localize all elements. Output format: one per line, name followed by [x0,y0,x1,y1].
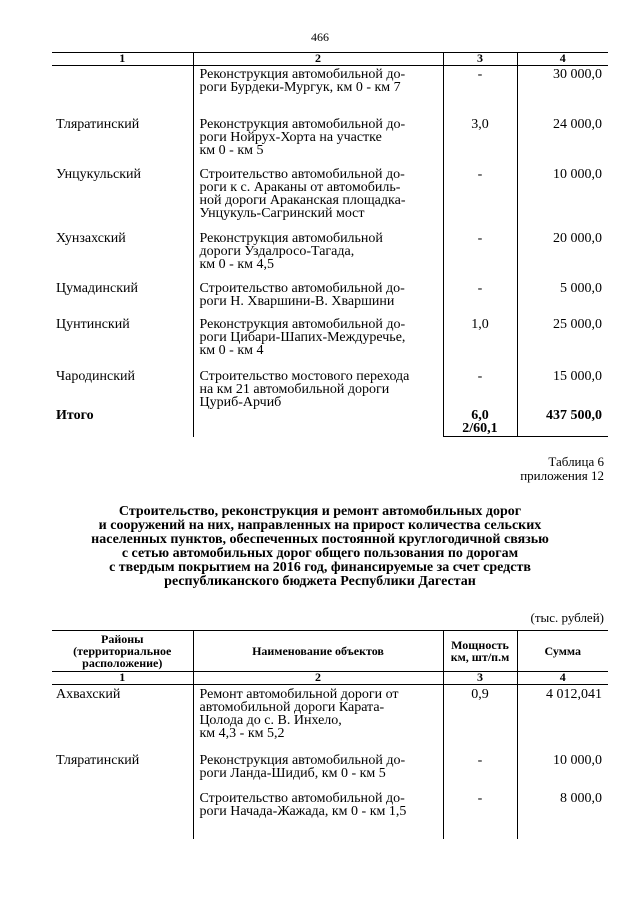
district-cell: Тляратинский [56,116,140,132]
capacity-cell: 3,0 [443,116,517,166]
table-row [52,230,608,280]
column-number: 1 [52,53,193,66]
object-cell: Строительство автомобильной до- роги Н. Хваршини-В. Хваршини [193,280,443,316]
capacity-cell: - [443,66,517,116]
roads-table-6 [52,630,608,839]
total-empty [193,409,443,437]
column-number: 3 [443,672,517,685]
sum-cell: 20 000,0 [517,230,608,280]
sum-cell: 4 012,041 [517,685,608,751]
table-row [52,685,608,751]
table-row [52,66,608,116]
column-number: 4 [517,672,608,685]
table-label: Таблица 6 приложения 12 [520,454,604,483]
total-label: Итого [56,407,94,423]
sum-cell: 8 000,0 [517,789,608,839]
district-cell: Ахвахский [56,687,121,702]
sum-cell: 5 000,0 [517,280,608,316]
district-cell: Чародинский [56,368,136,384]
sum-cell: 24 000,0 [517,116,608,166]
total-capacity: 6,0 2/60,1 [443,409,517,437]
capacity-cell: - [443,230,517,280]
table-row [52,316,608,368]
object-cell: Реконструкция автомобильной до- роги Бурдеки-Мургук, км 0 - км 7 [193,66,443,116]
column-header: Мощность км, шт/п.м [443,631,517,672]
district-cell [52,66,193,116]
capacity-cell: - [443,166,517,230]
object-cell: Строительство автомобильной до- роги Начада-Жажада, км 0 - км 1,5 [193,789,443,839]
units-label: (тыс. рублей) [530,610,604,625]
sum-cell: 10 000,0 [517,166,608,230]
table-row [52,166,608,230]
page-number: 466 [311,30,329,44]
column-number: 2 [193,672,443,685]
object-cell: Строительство автомобильной до- роги к с. Араканы от автомобиль- ной дороги Араканская площадка- Унцукуль-Сагринский мост [193,166,443,230]
district-cell: Тляратинский [56,752,140,768]
capacity-cell: - [443,280,517,316]
roads-table-continued [52,52,608,437]
table-title: Строительство, реконструкция и ремонт автомобильных дорог и сооружений на них, направленных на прирост количества сельских населенных пунктов, обеспеченных постоянной круглогодичной связью с сетью автомобильных дорог общего пользования по дорогам с твердым покрытием на 2016 год, финансируемые за счет средств республиканского бюджета Республики Дагестан [91,504,549,589]
sum-cell: 30 000,0 [517,66,608,116]
column-header: Наименование объектов [193,631,443,672]
object-cell: Реконструкция автомобильной до- роги Нойрух-Хорта на участке км 0 - км 5 [193,116,443,166]
total-sum: 437 500,0 [517,409,608,437]
capacity-cell: 1,0 [443,316,517,368]
column-number: 3 [443,53,517,66]
column-number: 4 [517,53,608,66]
object-cell: Реконструкция автомобильной дороги Уздалросо-Тагада, км 0 - км 4,5 [193,230,443,280]
district-cell [52,789,193,839]
table-row [52,368,608,409]
table-row [52,116,608,166]
total-row [52,409,608,437]
district-cell: Цунтинский [56,316,130,332]
capacity-cell: 0,9 [443,685,517,751]
sum-cell: 10 000,0 [517,751,608,789]
capacity-cell: - [443,789,517,839]
object-cell: Реконструкция автомобильной до- роги Цибари-Шапих-Междуречье, км 0 - км 4 [193,316,443,368]
column-header: Районы (территориальное расположение) [52,631,193,672]
district-cell: Цумадинский [56,280,139,296]
capacity-cell: - [443,751,517,789]
district-cell: Хунзахский [56,230,126,246]
column-number: 2 [193,53,443,66]
table-row [52,280,608,316]
object-cell: Строительство мостового перехода на км 21 автомобильной дороги Цуриб-Арчиб [193,368,443,409]
object-cell: Ремонт автомобильной дороги от автомобильной дороги Карата- Цолода до с. В. Инхело, км 4,3 - км 5,2 [193,685,443,751]
column-number: 1 [52,672,193,685]
sum-cell: 15 000,0 [517,368,608,409]
table-row [52,789,608,839]
capacity-cell: - [443,368,517,409]
district-cell: Унцукульский [56,166,142,182]
object-cell: Реконструкция автомобильной до- роги Ланда-Шидиб, км 0 - км 5 [193,751,443,789]
table-row [52,751,608,789]
sum-cell: 25 000,0 [517,316,608,368]
column-header: Сумма [517,631,608,672]
